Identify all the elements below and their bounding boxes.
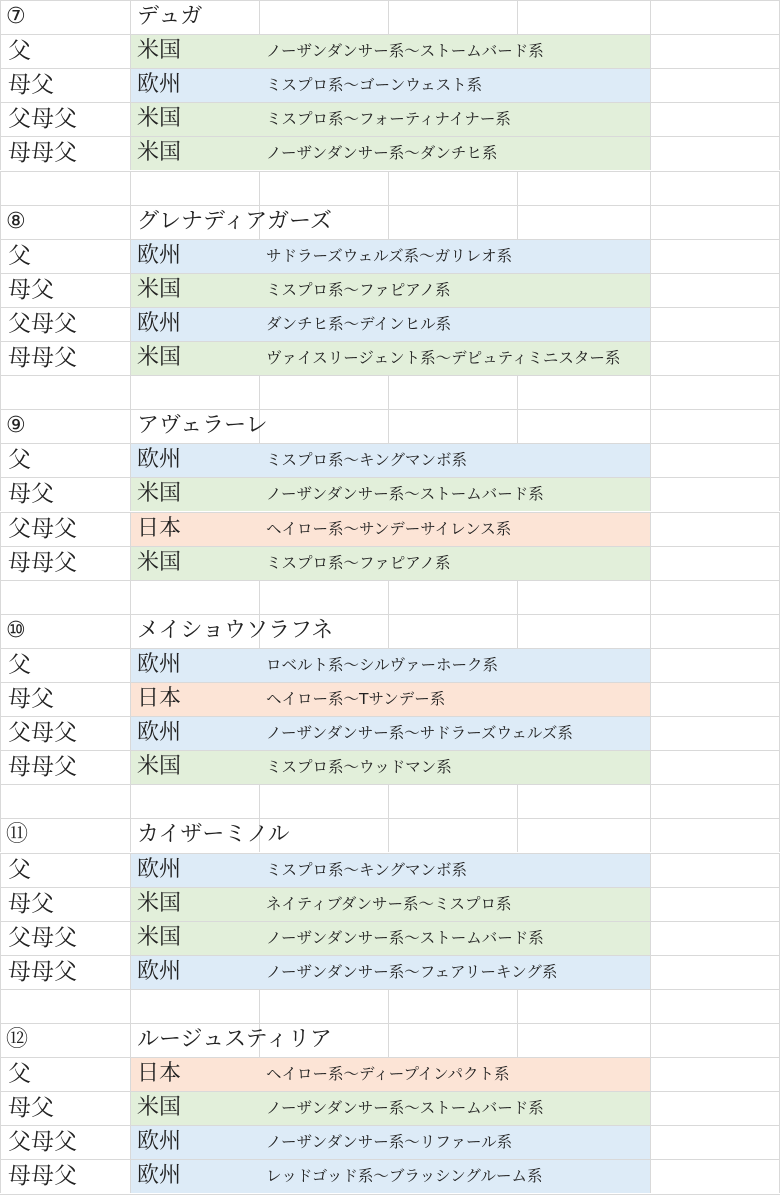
sire-lineage: ミスプロ系～フォーティナイナー系 (266, 110, 511, 129)
grid-line-vertical (650, 239, 651, 273)
region-label: 米国 (137, 1095, 182, 1121)
horse-name: デュガ (137, 4, 203, 29)
grid-line-vertical (650, 648, 651, 682)
region-label: 欧州 (137, 242, 182, 268)
grid-line-vertical (517, 818, 518, 852)
grid-line-horizontal (0, 989, 780, 990)
grid-line-vertical (259, 989, 260, 1023)
grid-line-vertical (130, 546, 131, 580)
pedigree-position: 母母父 (8, 754, 77, 781)
sire-lineage: ミスプロ系～ウッドマン系 (266, 758, 452, 777)
region-label: 欧州 (137, 1163, 182, 1189)
pedigree-position: 母父 (8, 72, 54, 99)
sire-lineage: ヘイロー系～ディープインパクト系 (266, 1065, 510, 1084)
pedigree-position: 母母父 (8, 958, 77, 985)
grid-line-vertical (650, 887, 651, 921)
region-label: 米国 (137, 890, 182, 916)
horse-number: ⑩ (6, 617, 26, 643)
pedigree-position: 父 (8, 38, 31, 65)
grid-line-vertical (0, 784, 1, 818)
grid-line-vertical (650, 1159, 651, 1193)
region-label: 米国 (137, 140, 182, 166)
grid-line-vertical (0, 512, 1, 546)
grid-line-vertical (130, 477, 131, 511)
grid-line-vertical (0, 887, 1, 921)
grid-line-vertical (0, 614, 1, 648)
grid-line-vertical (130, 102, 131, 136)
sire-lineage: サドラーズウェルズ系～ガリレオ系 (266, 246, 513, 265)
grid-line-vertical (130, 375, 131, 409)
sire-lineage: ノーザンダンサー系～サドラーズウェルズ系 (266, 724, 573, 743)
grid-line-vertical (0, 171, 1, 205)
grid-line-vertical (517, 1023, 518, 1057)
grid-line-vertical (517, 784, 518, 818)
sire-lineage: ミスプロ系～ファピアノ系 (266, 553, 451, 572)
grid-line-vertical (650, 341, 651, 375)
sire-lineage: レッドゴッド系～ブラッシングルーム系 (266, 1167, 543, 1186)
region-label: 欧州 (137, 447, 182, 473)
grid-line-vertical (0, 0, 1, 34)
grid-line-vertical (650, 512, 651, 546)
grid-line-horizontal (0, 1023, 780, 1024)
grid-line-vertical (388, 171, 389, 205)
region-label: 欧州 (137, 310, 182, 336)
grid-line-horizontal (0, 0, 780, 1)
horse-name: グレナディアガーズ (137, 208, 332, 234)
pedigree-position: 父 (8, 1061, 31, 1088)
grid-line-vertical (650, 818, 651, 852)
region-label: 米国 (137, 345, 182, 370)
sire-lineage: ノーザンダンサー系～ストームバード系 (266, 928, 544, 947)
grid-line-vertical (0, 443, 1, 477)
grid-line-vertical (130, 171, 131, 205)
grid-line-vertical (650, 0, 651, 34)
grid-line-vertical (650, 205, 651, 239)
pedigree-position: 母母父 (8, 345, 77, 371)
pedigree-position: 父 (8, 242, 31, 269)
grid-line-vertical (0, 68, 1, 102)
grid-line-vertical (0, 1057, 1, 1091)
grid-line-vertical (130, 887, 131, 921)
grid-line-vertical (0, 955, 1, 989)
grid-line-horizontal (0, 409, 780, 410)
pedigree-position: 父母父 (8, 924, 77, 951)
grid-line-vertical (0, 750, 1, 784)
region-label: 米国 (137, 549, 182, 575)
grid-line-horizontal (0, 784, 780, 785)
region-label: 日本 (137, 515, 182, 541)
pedigree-position: 父母父 (8, 106, 77, 133)
grid-line-vertical (517, 409, 518, 443)
grid-line-horizontal (0, 614, 780, 615)
region-label: 米国 (137, 276, 182, 302)
grid-line-vertical (0, 989, 1, 1023)
region-label: 欧州 (137, 651, 182, 677)
grid-line-horizontal (0, 171, 780, 172)
grid-line-vertical (130, 682, 131, 716)
grid-line-vertical (650, 443, 651, 477)
grid-line-vertical (0, 853, 1, 887)
grid-line-vertical (517, 375, 518, 409)
grid-line-vertical (650, 580, 651, 614)
grid-line-vertical (388, 1023, 389, 1057)
grid-line-vertical (130, 409, 131, 443)
grid-line-vertical (517, 614, 518, 648)
grid-line-vertical (650, 614, 651, 648)
region-label: 米国 (137, 754, 182, 780)
region-label: 米国 (137, 924, 182, 950)
horse-number: ⑦ (6, 4, 26, 29)
grid-line-vertical (130, 136, 131, 170)
grid-line-vertical (650, 921, 651, 955)
grid-line-vertical (0, 1159, 1, 1193)
grid-line-vertical (388, 784, 389, 818)
grid-line-vertical (130, 1125, 131, 1159)
grid-line-vertical (259, 171, 260, 205)
pedigree-position: 父母父 (8, 515, 77, 542)
grid-line-vertical (130, 784, 131, 818)
pedigree-position: 母父 (8, 890, 54, 917)
horse-number: ⑧ (6, 208, 26, 234)
pedigree-position: 母母父 (8, 140, 77, 167)
grid-line-vertical (130, 307, 131, 341)
grid-line-vertical (0, 1023, 1, 1057)
grid-line-vertical (0, 921, 1, 955)
grid-line-vertical (0, 375, 1, 409)
pedigree-position: 母父 (8, 686, 54, 712)
grid-line-horizontal (0, 205, 780, 206)
grid-line-vertical (650, 1091, 651, 1125)
grid-line-horizontal (0, 580, 780, 581)
grid-line-vertical (388, 580, 389, 614)
grid-line-vertical (130, 68, 131, 102)
grid-line-horizontal (0, 375, 780, 376)
pedigree-position: 父 (8, 651, 31, 678)
pedigree-position: 父母父 (8, 720, 77, 747)
grid-line-vertical (0, 239, 1, 273)
grid-line-vertical (0, 307, 1, 341)
grid-line-vertical (259, 580, 260, 614)
grid-line-vertical (130, 512, 131, 546)
grid-line-vertical (0, 716, 1, 750)
grid-line-vertical (650, 1125, 651, 1159)
grid-line-vertical (259, 0, 260, 34)
grid-line-vertical (0, 34, 1, 68)
grid-line-vertical (130, 614, 131, 648)
grid-line-vertical (650, 102, 651, 136)
sire-lineage: ミスプロ系～キングマンボ系 (266, 451, 468, 470)
grid-line-vertical (130, 34, 131, 68)
grid-line-vertical (130, 818, 131, 852)
grid-line-vertical (130, 1023, 131, 1057)
grid-line-vertical (650, 784, 651, 818)
region-label: 米国 (137, 38, 182, 64)
sire-lineage: ヘイロー系～サンデーサイレンス系 (266, 519, 512, 538)
grid-line-vertical (517, 205, 518, 239)
grid-line-vertical (650, 955, 651, 989)
grid-line-vertical (130, 341, 131, 375)
horse-name: カイザーミノル (137, 822, 290, 848)
sire-lineage: ノーザンダンサー系～リファール系 (266, 1133, 513, 1152)
grid-line-vertical (650, 307, 651, 341)
sire-lineage: ミスプロ系～キングマンボ系 (266, 860, 468, 879)
grid-line-vertical (0, 648, 1, 682)
grid-line-vertical (517, 171, 518, 205)
pedigree-position: 父 (8, 447, 31, 474)
grid-line-vertical (650, 477, 651, 511)
grid-line-vertical (388, 375, 389, 409)
sire-lineage: ダンチヒ系～デインヒル系 (266, 314, 452, 333)
sire-lineage: ヘイロー系～Tサンデー系 (266, 690, 446, 708)
grid-line-vertical (0, 580, 1, 614)
grid-line-vertical (130, 443, 131, 477)
grid-line-vertical (0, 477, 1, 511)
horse-name: メイショウソラフネ (137, 617, 334, 643)
region-label: 欧州 (137, 856, 182, 882)
region-label: 日本 (137, 686, 182, 711)
grid-line-vertical (0, 102, 1, 136)
grid-line-vertical (130, 205, 131, 239)
grid-line-vertical (650, 1023, 651, 1057)
pedigree-position: 父母父 (8, 1129, 77, 1156)
grid-line-vertical (130, 1091, 131, 1125)
region-label: 欧州 (137, 720, 182, 746)
region-label: 米国 (137, 106, 182, 132)
pedigree-position: 母父 (8, 1095, 54, 1122)
sire-lineage: ネイティブダンサー系～ミスプロ系 (266, 894, 512, 913)
grid-line-vertical (259, 375, 260, 409)
grid-line-vertical (130, 1159, 131, 1193)
pedigree-position: 母母父 (8, 549, 77, 576)
grid-line-vertical (0, 341, 1, 375)
grid-line-vertical (650, 716, 651, 750)
sire-lineage: ミスプロ系～ファピアノ系 (266, 280, 451, 299)
grid-line-vertical (388, 205, 389, 239)
grid-line-vertical (130, 921, 131, 955)
region-label: 米国 (137, 481, 182, 507)
region-label: 欧州 (137, 1129, 182, 1155)
sire-lineage: ノーザンダンサー系～ストームバード系 (266, 1099, 544, 1118)
grid-line-vertical (650, 375, 651, 409)
grid-line-vertical (130, 955, 131, 989)
horse-number: ⑫ (6, 1027, 29, 1052)
grid-line-vertical (650, 1057, 651, 1091)
grid-line-vertical (0, 1125, 1, 1159)
grid-line-vertical (130, 1057, 131, 1091)
grid-line-vertical (650, 750, 651, 784)
grid-line-vertical (388, 989, 389, 1023)
grid-line-vertical (0, 818, 1, 852)
sire-lineage: ノーザンダンサー系～ストームバード系 (266, 42, 544, 61)
grid-line-vertical (0, 409, 1, 443)
horse-number: ⑨ (6, 413, 26, 439)
grid-line-vertical (0, 682, 1, 716)
horse-name: ルージュスティリア (137, 1027, 332, 1052)
grid-line-vertical (130, 239, 131, 273)
pedigree-position: 父母父 (8, 310, 77, 337)
grid-line-vertical (388, 818, 389, 852)
grid-line-vertical (650, 34, 651, 68)
grid-line-vertical (0, 205, 1, 239)
sire-lineage: ノーザンダンサー系～ストームバード系 (266, 485, 544, 504)
grid-line-vertical (650, 682, 651, 716)
grid-line-vertical (130, 716, 131, 750)
grid-line-vertical (650, 989, 651, 1023)
grid-line-vertical (650, 409, 651, 443)
region-label: 欧州 (137, 72, 182, 98)
grid-line-vertical (517, 989, 518, 1023)
grid-line-vertical (388, 0, 389, 34)
horse-number: ⑪ (6, 822, 29, 848)
sire-lineage: ロベルト系～シルヴァーホーク系 (266, 655, 498, 674)
grid-line-vertical (130, 273, 131, 307)
horse-name: アヴェラーレ (137, 413, 268, 439)
grid-line-vertical (517, 0, 518, 34)
grid-line-horizontal (0, 818, 780, 819)
grid-line-vertical (130, 648, 131, 682)
region-label: 日本 (137, 1061, 182, 1087)
pedigree-position: 母母父 (8, 1163, 77, 1190)
sire-lineage: ノーザンダンサー系～フェアリーキング系 (266, 962, 558, 981)
pedigree-position: 父 (8, 856, 31, 883)
grid-line-vertical (130, 750, 131, 784)
grid-line-vertical (0, 273, 1, 307)
pedigree-position: 母父 (8, 481, 54, 508)
grid-line-vertical (650, 273, 651, 307)
grid-line-vertical (650, 136, 651, 170)
grid-line-vertical (130, 0, 131, 34)
grid-line-vertical (0, 136, 1, 170)
sire-lineage: ノーザンダンサー系～ダンチヒ系 (266, 144, 498, 163)
grid-line-vertical (130, 989, 131, 1023)
grid-line-horizontal (0, 1194, 780, 1195)
grid-line-vertical (517, 580, 518, 614)
grid-line-vertical (388, 409, 389, 443)
grid-line-vertical (650, 546, 651, 580)
grid-line-vertical (650, 68, 651, 102)
pedigree-position: 母父 (8, 276, 54, 303)
grid-line-vertical (259, 784, 260, 818)
grid-line-vertical (650, 171, 651, 205)
grid-line-vertical (650, 853, 651, 887)
grid-line-vertical (130, 853, 131, 887)
grid-line-vertical (388, 614, 389, 648)
grid-line-vertical (130, 580, 131, 614)
grid-line-vertical (0, 1091, 1, 1125)
grid-line-vertical (0, 546, 1, 580)
sire-lineage: ヴァイスリージェント系～デピュティミニスター系 (266, 349, 621, 367)
sire-lineage: ミスプロ系～ゴーンウェスト系 (266, 76, 483, 95)
region-label: 欧州 (137, 958, 182, 984)
